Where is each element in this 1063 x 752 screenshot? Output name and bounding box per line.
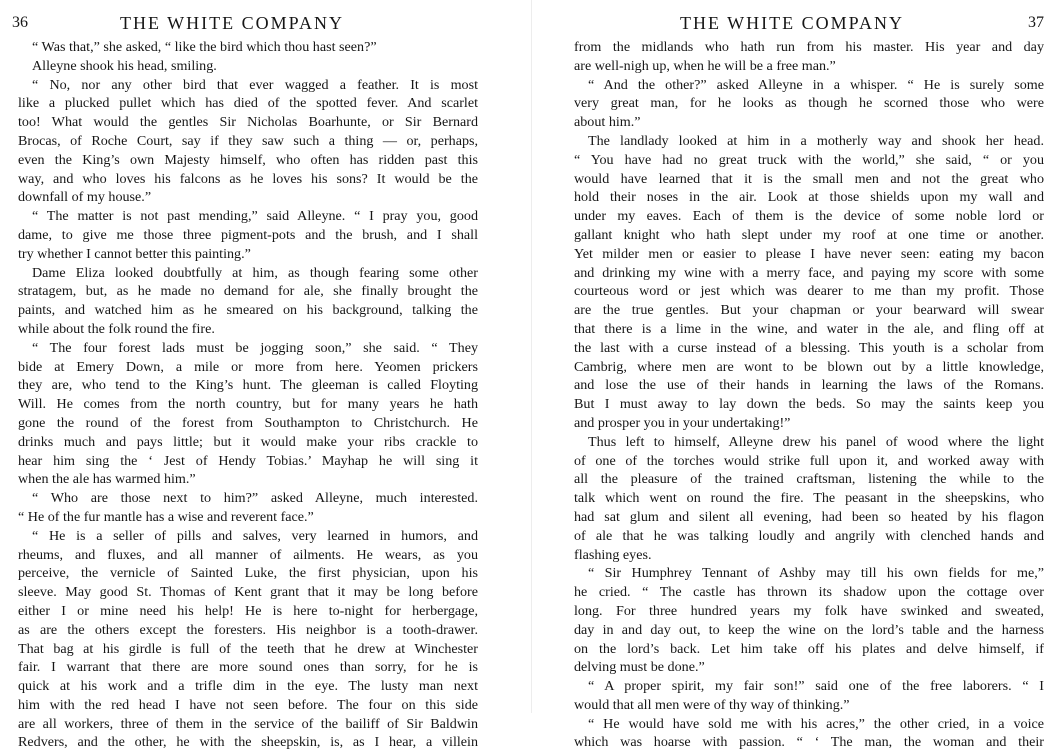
text-line: “ He of the fur mantle has a wise and reverent face.” — [18, 508, 314, 525]
text-line: But I must away to lay down the beds. So may the saints keep you — [574, 396, 1044, 413]
right-page — [532, 0, 1063, 751]
text-line: Thus left to himself, Alleyne drew his panel of wood where the light — [588, 433, 1044, 450]
text-line: fair. I warrant that there are more sound ones than sorry, for he is — [18, 659, 478, 676]
text-line: “ He would have sold me with his acres,” the other cried, in a voice — [588, 715, 1044, 732]
text-line: sleeve. May good St. Thomas of Kent grant that it may be long before — [18, 584, 478, 601]
running-head: THE WHITE COMPANY — [120, 13, 345, 33]
right-page-body — [574, 38, 1044, 752]
text-line: under my eaves. Each of them is the device of some noble lord or — [574, 208, 1044, 225]
text-line: paints, and watched him as he smeared on his background, talking the — [18, 302, 478, 319]
text-line: Cambrig, where men are wont to be blown out by a little knowledge, — [574, 358, 1044, 375]
text-line: and prosper you in your undertaking!” — [574, 414, 791, 431]
text-line: downfall of my house.” — [18, 189, 152, 206]
text-line: perceive, the vernicle of Sainted Luke, the first physician, upon his — [18, 565, 478, 582]
text-line: dame, to give me those three pigment-pots and the brush, and I shall — [18, 226, 478, 243]
text-line: as are the others except the foresters. His neighbor is a tooth-drawer. — [18, 621, 478, 638]
text-line: The landlady looked at him in a motherly way and shook her head. — [588, 132, 1044, 149]
text-line: of one of the torches would strike full upon it, and worked away with — [574, 452, 1044, 469]
text-line: when the ale has warmed him.” — [18, 471, 196, 488]
text-line: “ He is a seller of pills and salves, very learned in humors, and — [32, 527, 478, 544]
page-number: 36 — [12, 14, 28, 31]
text-line: “ Was that,” she asked, “ like the bird which thou hast seen?” — [32, 39, 377, 55]
text-line: “ The matter is not past mending,” said Alleyne. “ I pray you, good — [32, 208, 478, 225]
text-line: Will. He comes from the north country, but for many years he hath — [18, 396, 478, 413]
text-line: “ Who are those next to him?” asked Alleyne, much interested. — [32, 490, 478, 507]
text-line: would have learned that it is the small men and not the great who — [574, 170, 1044, 187]
text-line: the last with a curse instead of a blessing. This youth is a scholar from — [574, 339, 1044, 356]
text-line: from the midlands who hath run from his master. His year and day — [574, 39, 1044, 55]
text-line: that there is a lime in the wine, and water in the ale, and fling off at — [574, 320, 1044, 337]
text-line: day in and day out, to keep the wine on the lord’s table and the harness — [574, 621, 1044, 638]
text-line: “ A proper spirit, my fair son!” said one of the free laborers. “ I — [588, 678, 1044, 695]
page-number: 37 — [1028, 14, 1044, 31]
text-line: either I or mine need his help! He is here to-night for herbergage, — [18, 602, 478, 619]
text-line: rheums, and fluxes, and all manner of ailments. He wears, as you — [18, 546, 478, 563]
text-line: too! What would the gentles Sir Nicholas Boarhunte, or Sir Bernard — [18, 114, 478, 131]
text-line: drinks much and pays little; but it would make your ribs crackle to — [18, 433, 478, 450]
running-head: THE WHITE COMPANY — [680, 13, 905, 33]
text-line: Brocas, of Roche Court, say if they saw such a thing — or, perhaps, — [18, 132, 478, 149]
text-line: gallant knight who hath slept under my roof at one time or another. — [574, 226, 1044, 243]
text-line: like a plucked pullet which has died of the spotted fever. And scarlet — [18, 95, 478, 112]
left-page-body — [18, 38, 478, 752]
text-line: delving must be done.” — [574, 659, 705, 676]
text-line: would that all men were of thy way of thinking.” — [574, 696, 850, 713]
text-line: Redvers, and the other, he with the sheepskin, is, as I hear, a villein — [18, 734, 478, 751]
text-line: quick at his work and a trifle dim in the eye. The lusty man next — [18, 678, 478, 695]
text-line: are all workers, three of them in the service of the bailiff of Sir Baldwin — [18, 715, 478, 732]
text-line: of ale that he was talking loudly and angrily with clenched hands and — [574, 527, 1044, 544]
left-page-header — [12, 10, 482, 34]
text-line: about him.” — [574, 114, 641, 131]
left-page — [0, 0, 531, 751]
text-line: “ Sir Humphrey Tennant of Ashby may till his own fields for me,” — [588, 565, 1044, 582]
text-line: he cried. “ The castle has thrown its shadow upon the cottage over — [574, 584, 1044, 601]
text-line: “ No, nor any other bird that ever wagged a feather. It is most — [32, 76, 478, 93]
text-line: very great man, for he looks as though he scorned those who were — [574, 95, 1044, 112]
text-line: talk which went on round the fire. The peasant in the sheepskins, who — [574, 490, 1044, 507]
text-line: long. For three hundred years my folk have swinked and sweated, — [574, 602, 1044, 619]
text-line: him with the red head I have not seen before. The four on this side — [18, 696, 478, 713]
text-line: That bag at his girdle is full of the teeth that he drew at Winchester — [18, 640, 478, 657]
text-line: while about the folk round the fire. — [18, 320, 215, 337]
text-line: stratagem, but, as he made no demand for ale, she finally brought the — [18, 283, 478, 300]
text-line: flashing eyes. — [574, 546, 652, 563]
text-line: and drinking my wine with a merry face, and paying my score with some — [574, 264, 1044, 281]
text-line: hold their noses in the air. Look at those shields upon my wall and — [574, 189, 1044, 206]
text-line: Alleyne shook his head, smiling. — [32, 57, 217, 74]
text-line: “ And the other?” asked Alleyne in a whisper. “ He is surely some — [588, 76, 1044, 93]
text-line: courteous word or jest which was dearer to me than my profit. Those — [574, 283, 1044, 300]
text-line: had sat glum and silent all evening, had been so heated by his flagon — [574, 508, 1044, 525]
text-line: “ The four forest lads must be jogging soon,” she said. “ They — [32, 339, 478, 356]
text-line: Yet milder men or easier to please I have never seen: eating my bacon — [574, 245, 1044, 262]
text-line: “ You have had no great truck with the world,” she said, “ or you — [574, 151, 1044, 168]
text-line: even the King’s own Majesty himself, who often has ridden past this — [18, 151, 478, 168]
text-line: Dame Eliza looked doubtfully at him, as though fearing some other — [32, 264, 478, 281]
text-line: gone the round of the forest from Southampton to Christchurch. He — [18, 414, 478, 431]
text-line: all the pleasure of the trained craftsman, listening the while to the — [574, 471, 1044, 488]
text-line: way, and who loves his falcons as he loves his sons? It would be the — [18, 170, 478, 187]
text-line: are well-nigh up, when he will be a free man.” — [574, 57, 836, 74]
text-line: bide at Emery Down, a mile or more from here. Yeomen prickers — [18, 358, 478, 375]
right-page-header — [576, 10, 1044, 34]
text-line: try whether I cannot better this painting.” — [18, 245, 251, 262]
text-line: on the lord’s back. Let him take off his plates and delve himself, if — [574, 640, 1044, 657]
text-line: which was hoarse with passion. “ ‘ The man, the woman and their — [574, 734, 1044, 751]
text-line: hear him sing the ‘ Jest of Hendy Tobias.’ Mayhap he will sing it — [18, 452, 478, 469]
text-line: and lose the use of their hands in learning the laws of the Romans. — [574, 377, 1044, 394]
text-line: are the true gentles. But your chapman or your bearward will swear — [574, 302, 1044, 319]
text-line: they are, who tend to the King’s hunt. The gleeman is called Floyting — [18, 377, 478, 394]
